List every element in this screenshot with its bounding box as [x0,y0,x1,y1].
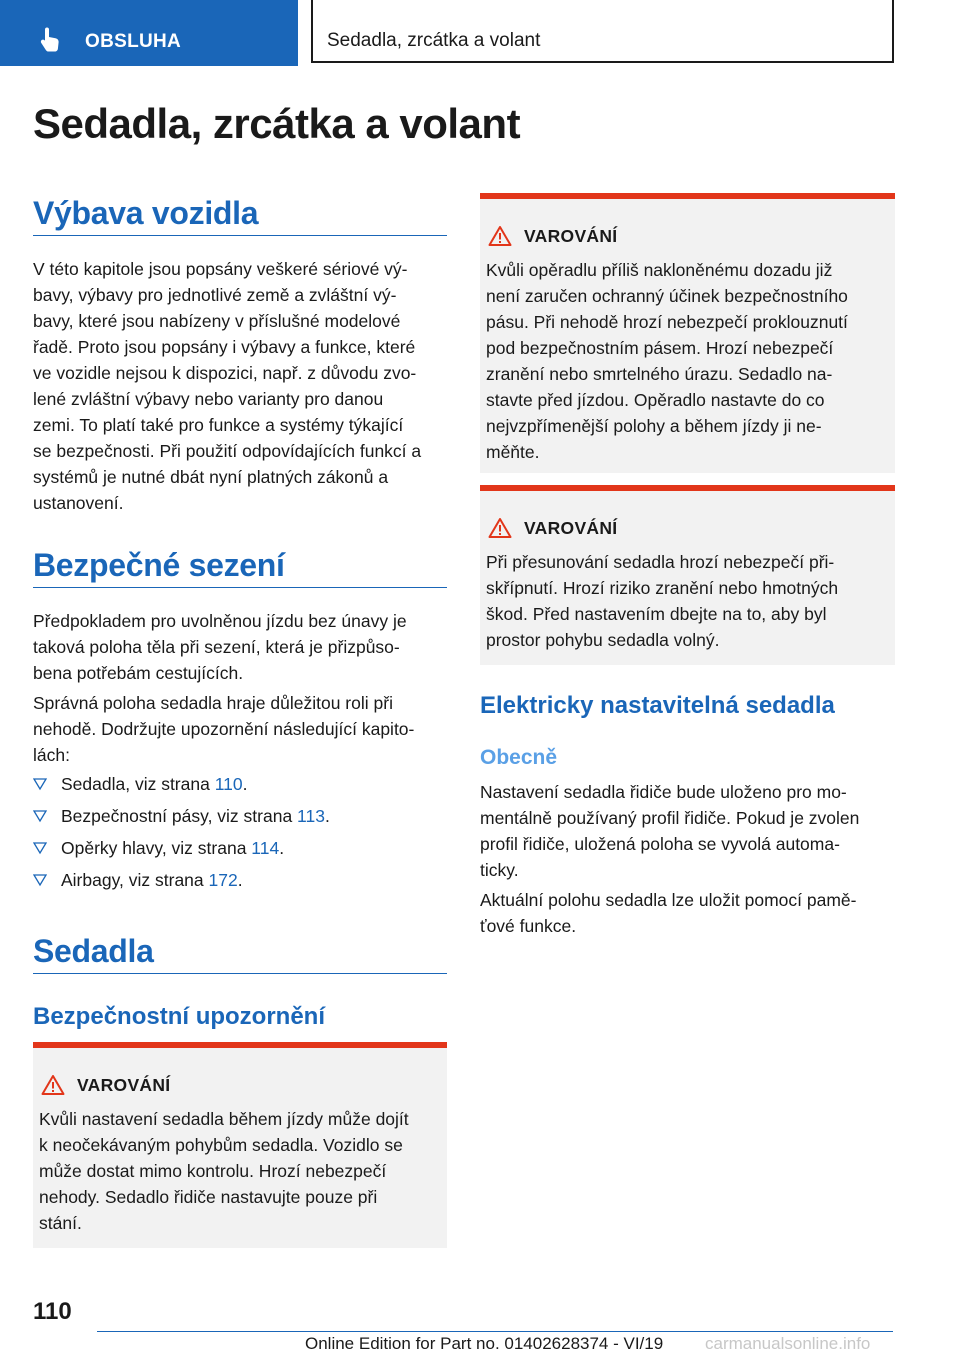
page-number: 110 [33,1298,72,1325]
heading-bezpecnostni-upozorneni: Bezpečnostní upozornění [33,1003,326,1030]
triangle-bullet-icon [33,808,47,824]
warning-triangle-icon [41,1074,65,1096]
triangle-bullet-icon [33,840,47,856]
list-item: Airbagy, viz strana 172. [33,870,447,902]
warning-triangle-icon [488,225,512,247]
page-link[interactable]: 114 [251,838,280,858]
heading-sedadla: Sedadla [33,933,154,969]
reference-list [33,774,447,902]
heading-obecne: Obecně [480,746,558,769]
page-link[interactable]: 113 [297,806,325,826]
heading-vybava-vozidla: Výbava vozidla [33,195,259,231]
page-title: Sedadla, zrcátka a volant [33,100,521,147]
paragraph-sezeni-1: Předpokladem pro uvolněnou jízdu bez únavy je taková poloha těla při sezení, která je přizpůso‐ bena potřebám cestujících. [33,611,407,683]
chapter-header-title: Sedadla, zrcátka a volant [327,30,541,51]
warning-triangle-icon [488,517,512,539]
triangle-bullet-icon [33,776,47,792]
chapter-header [311,0,894,63]
heading-rule [33,973,447,974]
warning-title: VAROVÁNÍ [524,226,618,246]
page-link[interactable]: 110 [214,774,243,794]
watermark: carmanualsonline.info [705,1334,871,1353]
paragraph-sezeni-2: Správná poloha sedadla hraje důležitou roli při nehodě. Dodržujte upozornění následující kapito‐ lách: [33,693,415,765]
paragraph-elektricky-1: Nastavení sedadla řidiče bude uloženo pro mo‐ mentálně používaný profil řidiče. Pokud je zvolen profil řidiče, uložená poloha se vyvolá automa‐ ticky. [480,782,860,880]
warning-title: VAROVÁNÍ [524,518,618,538]
warning-box [33,1042,447,1248]
list-item: Sedadla, viz strana 110. [33,774,447,806]
heading-bezpecne-sezeni: Bezpečné sezení [33,547,285,583]
triangle-bullet-icon [33,872,47,888]
heading-elektricky-nastavitelna-sedadla: Elektricky nastavitelná sedadla [480,692,835,719]
warning-box [480,193,895,473]
heading-rule [33,235,447,236]
heading-rule [33,587,447,588]
paragraph-elektricky-2: Aktuální polohu sedadla lze uložit pomocí pamě‐ ťové funkce. [480,890,857,936]
warning-box [480,485,895,665]
section-tab[interactable] [0,0,298,66]
section-tab-label: OBSLUHA [85,31,182,52]
page-link[interactable]: 172 [208,870,238,890]
warning-text: Kvůli nastavení sedadla během jízdy může dojít k neočekávaným pohybům sedadla. Vozidlo se může dostat mimo kontrolu. Hrozí nebezpečí nehody. Sedadlo řidiče nastavujte pouze při stání. [39,1109,409,1233]
list-item: Opěrky hlavy, viz strana 114. [33,838,447,870]
hand-pointer-icon [40,26,62,52]
warning-text: Kvůli opěradlu příliš nakloněnému dozadu již není zaručen ochranný účinek bezpečnostního pásu. Při nehodě hrozí nebezpečí proklouznutí pod bezpečnostním pásem. Hrozí nebezpečí zranění nebo smrtelného úrazu. Sedadlo na‐ stavte před jízdou. Opěradlo nastavte do co nejvzpřímenější polohy a během jízdy ji ne‐ měňte. [486,260,848,462]
edition-text: Online Edition for Part no. 01402628374 - VI/19 [305,1334,664,1353]
warning-title: VAROVÁNÍ [77,1075,171,1095]
footer-rule [97,1331,893,1332]
warning-text: Při přesunování sedadla hrozí nebezpečí při‐ skřípnutí. Hrozí riziko zranění nebo hmotných škod. Před nastavením dbejte na to, aby byl prostor pohybu sedadla volný. [486,552,839,650]
paragraph-vybava: V této kapitole jsou popsány veškeré sériové vý‐ bavy, výbavy pro jednotlivé země a zvláštní vý‐ bavy, které jsou nabízeny v příslušné modelové řadě. Proto jsou popsány i výbavy a funkce, které ve vozidle nejsou k dispozici, např. z důvodu zvo‐ lené zvláštní výbavy nebo varianty pro danou zemi. To platí také pro funkce a systémy týkající se bezpečnosti. Při použití odpovídajících funkcí a systémů je nutné dbát nyní platných zákonů a ustanovení. [33,259,422,513]
list-item: Bezpečnostní pásy, viz strana 113. [33,806,447,838]
